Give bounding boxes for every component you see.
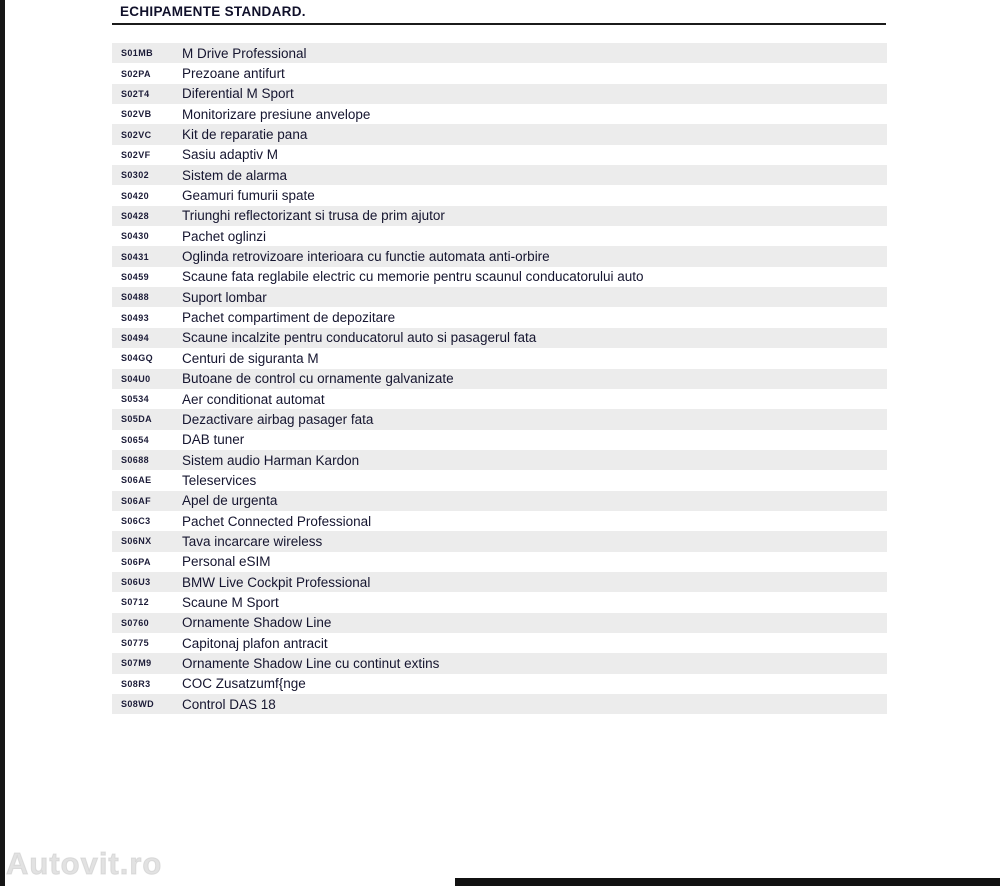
table-row xyxy=(112,369,887,389)
equipment-description: BMW Live Cockpit Professional xyxy=(182,574,371,590)
table-row xyxy=(112,84,887,104)
equipment-description: Centuri de siguranta M xyxy=(182,350,319,366)
equipment-description: Pachet compartiment de depozitare xyxy=(182,310,396,326)
equipment-code: S06NX xyxy=(121,536,152,547)
table-row xyxy=(112,307,887,327)
equipment-description: Control DAS 18 xyxy=(182,696,276,712)
equipment-description: Ornamente Shadow Line cu continut extins xyxy=(182,655,440,671)
equipment-description: M Drive Professional xyxy=(182,45,307,61)
table-row xyxy=(112,104,887,124)
equipment-code: S0775 xyxy=(121,638,150,649)
equipment-description: Scaune M Sport xyxy=(182,594,279,610)
equipment-description: Geamuri fumurii spate xyxy=(182,188,315,204)
table-row xyxy=(112,287,887,307)
table-row xyxy=(112,226,887,246)
watermark: Autovit.ro xyxy=(6,846,163,881)
table-row xyxy=(112,430,887,450)
table-row xyxy=(112,124,887,144)
equipment-description: Capitonaj plafon antracit xyxy=(182,635,328,651)
table-row xyxy=(112,552,887,572)
equipment-description: COC Zusatzumf{nge xyxy=(182,676,306,692)
equipment-description: Diferential M Sport xyxy=(182,86,294,102)
equipment-code: S05DA xyxy=(121,414,153,425)
table-row xyxy=(112,246,887,266)
equipment-code: S0302 xyxy=(121,170,150,181)
table-row xyxy=(112,348,887,368)
equipment-code: S0428 xyxy=(121,210,150,221)
equipment-code: S08R3 xyxy=(121,678,151,689)
bottom-edge-border xyxy=(455,878,1000,886)
table-row xyxy=(112,531,887,551)
equipment-code: S0420 xyxy=(121,190,150,201)
equipment-description: DAB tuner xyxy=(182,432,245,448)
equipment-description: Sistem audio Harman Kardon xyxy=(182,452,360,468)
table-row xyxy=(112,613,887,633)
table-row xyxy=(112,206,887,226)
table-row xyxy=(112,145,887,165)
equipment-code: S0430 xyxy=(121,231,150,242)
equipment-code: S04GQ xyxy=(121,353,154,364)
table-row xyxy=(112,572,887,592)
equipment-code: S0431 xyxy=(121,251,150,262)
equipment-code: S02PA xyxy=(121,68,151,79)
equipment-code: S06AE xyxy=(121,475,152,486)
equipment-description: Kit de reparatie pana xyxy=(182,127,308,143)
equipment-description: Monitorizare presiune anvelope xyxy=(182,106,371,122)
equipment-code: S0459 xyxy=(121,271,150,282)
equipment-code: S0493 xyxy=(121,312,150,323)
equipment-code: S06C3 xyxy=(121,516,151,527)
table-row xyxy=(112,674,887,694)
equipment-description: Oglinda retrovizoare interioara cu functie automata anti-orbire xyxy=(182,249,550,265)
equipment-code: S0760 xyxy=(121,617,150,628)
table-row xyxy=(112,491,887,511)
table-row xyxy=(112,653,887,673)
equipment-code: S0494 xyxy=(121,332,150,343)
equipment-code: S0712 xyxy=(121,597,150,608)
equipment-description: Scaune fata reglabile electric cu memorie pentru scaunul conducatorului auto xyxy=(182,269,644,285)
table-row xyxy=(112,409,887,429)
equipment-code: S08WD xyxy=(121,699,155,710)
equipment-description: Tava incarcare wireless xyxy=(182,533,323,549)
equipment-description: Dezactivare airbag pasager fata xyxy=(182,411,374,427)
equipment-description: Personal eSIM xyxy=(182,554,271,570)
equipment-code: S02T4 xyxy=(121,88,150,99)
equipment-description: Scaune incalzite pentru conducatorul auto si pasagerul fata xyxy=(182,330,537,346)
equipment-description: Teleservices xyxy=(182,472,257,488)
table-row xyxy=(112,63,887,83)
table-row xyxy=(112,185,887,205)
table-row xyxy=(112,592,887,612)
equipment-code: S02VF xyxy=(121,149,151,160)
equipment-description: Triunghi reflectorizant si trusa de prim ajutor xyxy=(182,208,445,224)
equipment-code: S0654 xyxy=(121,434,150,445)
equipment-description: Ornamente Shadow Line xyxy=(182,615,332,631)
equipment-code: S02VB xyxy=(121,109,152,120)
equipment-code: S0534 xyxy=(121,394,150,405)
table-row xyxy=(112,389,887,409)
equipment-description: Sistem de alarma xyxy=(182,167,288,183)
equipment-description: Aer conditionat automat xyxy=(182,391,325,407)
table-row xyxy=(112,328,887,348)
equipment-code: S01MB xyxy=(121,48,154,59)
table-row xyxy=(112,267,887,287)
table-row xyxy=(112,694,887,714)
page-title: ECHIPAMENTE STANDARD. xyxy=(120,4,306,19)
equipment-description: Suport lombar xyxy=(182,289,267,305)
table-row xyxy=(112,165,887,185)
equipment-table xyxy=(112,43,887,714)
equipment-description: Sasiu adaptiv M xyxy=(182,147,279,163)
table-row xyxy=(112,633,887,653)
equipment-description: Apel de urgenta xyxy=(182,493,278,509)
equipment-description: Prezoane antifurt xyxy=(182,66,285,82)
equipment-code: S06U3 xyxy=(121,577,151,588)
table-row xyxy=(112,450,887,470)
equipment-description: Pachet oglinzi xyxy=(182,228,267,244)
equipment-code: S06AF xyxy=(121,495,152,506)
table-row xyxy=(112,470,887,490)
table-row xyxy=(112,43,887,63)
equipment-code: S06PA xyxy=(121,556,151,567)
equipment-code: S04U0 xyxy=(121,373,151,384)
equipment-code: S07M9 xyxy=(121,658,152,669)
equipment-code: S0688 xyxy=(121,455,150,466)
equipment-code: S02VC xyxy=(121,129,152,140)
equipment-description: Butoane de control cu ornamente galvanizate xyxy=(182,371,454,387)
left-edge-border xyxy=(0,0,5,886)
equipment-description: Pachet Connected Professional xyxy=(182,513,372,529)
equipment-code: S0488 xyxy=(121,292,150,303)
table-row xyxy=(112,511,887,531)
title-underline xyxy=(112,23,886,25)
